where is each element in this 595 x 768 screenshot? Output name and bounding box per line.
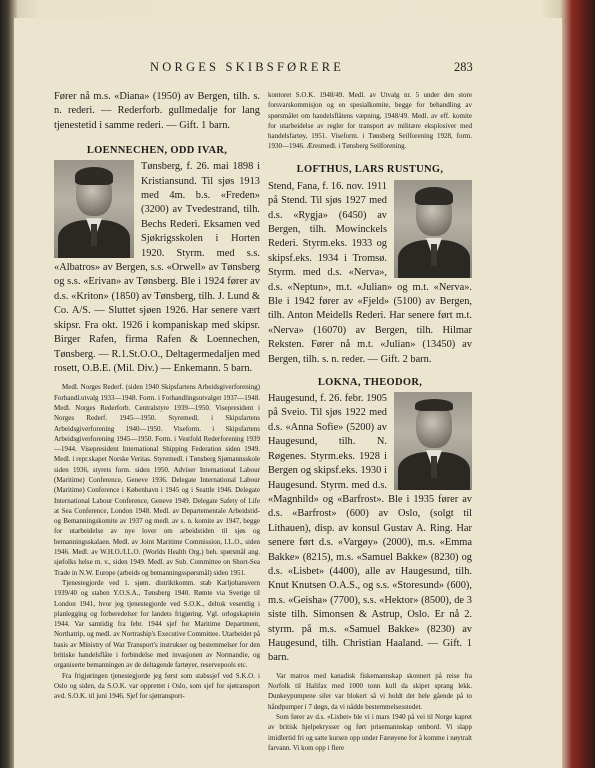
details-loennechen-3: Fra frigjøringen tjenestegjorde jeg først som stabssjef ved S.K.O. i Oslo og siden, da S.O.K. var opprettet i Oslo, som sjef for sjøtransport avd. S.O.K. til juni 1946. Sjef for sjøtransport- (54, 671, 260, 701)
details-lokna-2: Som fører av d.s. «Lisbet» ble vi i mars 1940 på vei til Norge kapret av britisk hjelpekrysser og ført prisemannskap ombord. Vi slapp imidlertid fri og satte kursen opp under Færøyene for å komme i nøytralt farvann. Vi kom opp i flere (268, 712, 472, 752)
entry-heading-lokna: LOKNA, THEODOR, (317, 377, 423, 389)
running-title: NORGES SKIBSFØRERE (150, 60, 345, 74)
continuation-paragraph: kontoret S.O.K. 1948/49. Medl. av Utvalg nr. 5 under den store forsvarskommisjon og en spesialkomite, begge for behandling av spørsmålet om handelsflåtens væpning, 1948/49. Medl. av eff. komite for utarbeidelse av regler for transport av militære eksplosiver med handelsfartøy, 1951. Viseform. i Tønsberg Seilforening 1928, form. 1930—1946. Æresmedl. i Tønsberg Seilforening. (268, 91, 472, 151)
portrait-lofthus (394, 180, 472, 278)
entry-heading-lofthus: LOFTHUS, LARS RUSTUNG, (296, 163, 444, 175)
portrait-loennechen (54, 160, 134, 258)
entry-heading-loennechen: LOENNECHEN, ODD IVAR, (86, 145, 228, 157)
portrait-lokna (394, 392, 472, 490)
intro-paragraph: Fører nå m.s. «Diana» (1950) av Bergen, tilh. s. n. rederi. — Rederforb. gullmedalje for lang tjenestetid i samme rederi. — Gift. 1 barn. (54, 91, 260, 131)
details-loennechen-1: Medl. Norges Rederf. (siden 1940 Skipsfartens Arbeidsgiverforening) Forhandl.utvalg 1933—1948. Form. i Forhandlingsutvalget 1937—1948. Medl. Norges Rederforb. Centralstyre 1939—1950. Visepresident i Norges Rederf. 1945—1950. Styremedl. i Skipsfartens Arbeidsgiverforening 1940—1950. Viseform. i Skipsfartens Arbeidsgiverforening 1945—1950. Form. i Vestfold Rederforening 1939—1944. Visepresident International Shipping Federation siden 1949. Medl. i repr.skapet Norske Veritas. Styremedl. i Tønsberg Sjømannsskole siden 1936, styrets form. siden 1950. Adviser International Labour (Maritime) Conference, Geneve 1936. Delegate International Labour (Maritime) Conference i København i 1945 og i Seattle 1946. Delegate International Labour Conference, Geneve 1949. Delegate Safety of Life at Sea Conference, London 1948. Medl. av Departementale Arbeidstid- og Bemanningskomite av 1937 og medl. av s. n. komite av 1947, begge for utarbeidelse av nye lover om arbeidstiden til sjøs og bemanningsskalaen. Medl. av Joint Maritime Commission, I.L.O., siden 1946. Medl. av W.H.O./I.L.O. (Worlds Health Org.) beh. spørsmål ang. sjøfolks helse m. v., siden 1949. Medl. av Sub. Committee on Short-Sea Trade in N.W. Europe (arbeids og bemanningsspørsmål) siden 1951. (54, 383, 260, 577)
bio-lofthus: Stend, Fana, f. 16. nov. 1911 på Stend. Til sjøs 1927 med d.s. «Rygja» (6450) av Bergen, tilh. Mowinckels Rederi. Styrm.eks. 1933 og skipsf.eks. 1934 i Tromsø. Styrm. med d.s. «Nerva», d.s. «Neptun», m.t. «Julian» og m.t. «Nerva». Ble i 1942 fører av «Fjeld» (5100) av Bergen, tilh. Anton Meidells Rederi. Har senere ført m.t. «Nerva» (16070) av Bergen, tilh. Hilmar Reksten. Fører nå m.t. «Julian» (13450) av Bergen, tilh. s. n. reder. — Gift. 2 barn. (268, 180, 472, 365)
running-head (0, 60, 595, 76)
right-column (268, 90, 472, 753)
bio-loennechen: Tønsberg, f. 26. mai 1898 i Kristiansund. Til sjøs 1913 med 4m. b.s. «Freden» (3200) av Tvedestrand, tilh. Bechs Rederi. Eksamen ved Sjøkrigsskolen i Horten 1920. Styrm. med s.s. «Albatros» av Bergen, s.s. «Orwell» av Tønsberg og s.s. «Erivan» av Tønsberg. Ble i 1924 fører av d.s. «Kriton» (1850) av Tønsberg, tilh. J. Lund & Co. A/S. — Sluttet sjøen 1926. Har senere vært skipsr. Fra okt. 1926 i kompaniskap med skipsr. Birger Rafen, firma Rafen & Loennechen, Tønsberg. — R.1.St.O.O., Deltagermedaljen med rosett, O.B.E. (Mil. Div.) — Enkemann. 5 barn. (54, 161, 260, 374)
bio-lokna: Haugesund, f. 26. febr. 1905 på Sveio. Til sjøs 1922 med d.s. «Anna Sofie» (5200) av Haugesund, tilh. N. Røgenes. Styrm.eks. 1928 i Bergen og skipsf.eks. 1930 i Haugesund. Styrm. med d.s. «Magnhild» og «Barfrost». Ble i 1935 fører av d.s. «Barfrost» (600) av Oslo, (solgt til Lithauen), disp. av konsul Gustav A. Ring. Har senere ført d.s. «Vargøy» (2000), m.s. «Emma Bakke» (8215), m.s. «Samuel Bakke» (8230) og d.s. «Lisbet» (4400), alle av Haugesund, tilh. Knut Knutsen O.A.S., og s.s. «Storesund» (600), m.s. «Geisha» (7700), s.s. «Hektor» (8500), de 3 siste tilh. Simonsen & Astrup, Oslo. Er nå 2. styrm. på m.s. «Samuel Bakke» (8230) av Haugesund, tilh. Christian Haaland. — Gift. 1 barn. (268, 393, 472, 664)
details-lokna-1: Var matros med kanadisk fiskemannskap skonnert på reise fra Norfolk til Halifax med 1000 tonn kull da skipet sprang lekk. Dunkeypumpene siler var blokert så vi holdt det hele gående på to håndpumper i 7 døgn, da vi nådde bestemmelsesstedet. (268, 671, 472, 711)
left-column (54, 90, 260, 702)
page-number: 283 (454, 60, 473, 74)
details-loennechen-2: Tjenestegjorde ved 1. sjøm. distriktkomm. stab Karljohansvern 1939/40 og staben Y.O.S.A., Tønsberg 1940. Rømte via Sverige til London 1941, hvor jeg tjenestegjorde ved S.O.K., deltok vesentlig i planlegging og forberedelser for landets frigjøring. Vgl. orlogskaptein 1944. Var samtidig fra febr. 1944 sjef for Maritime Department, Northatrip, og medl. av Nortraship's Executive Committee. Utarbeidet på basis av Ministry of War Transport's instrukser og bestemmelser for den britiske handelsflåte i forbindelse med invasjonen av Normandie, og organiserte bemanningen av de deltagende fartøyer, reservepools etc. (54, 578, 260, 670)
